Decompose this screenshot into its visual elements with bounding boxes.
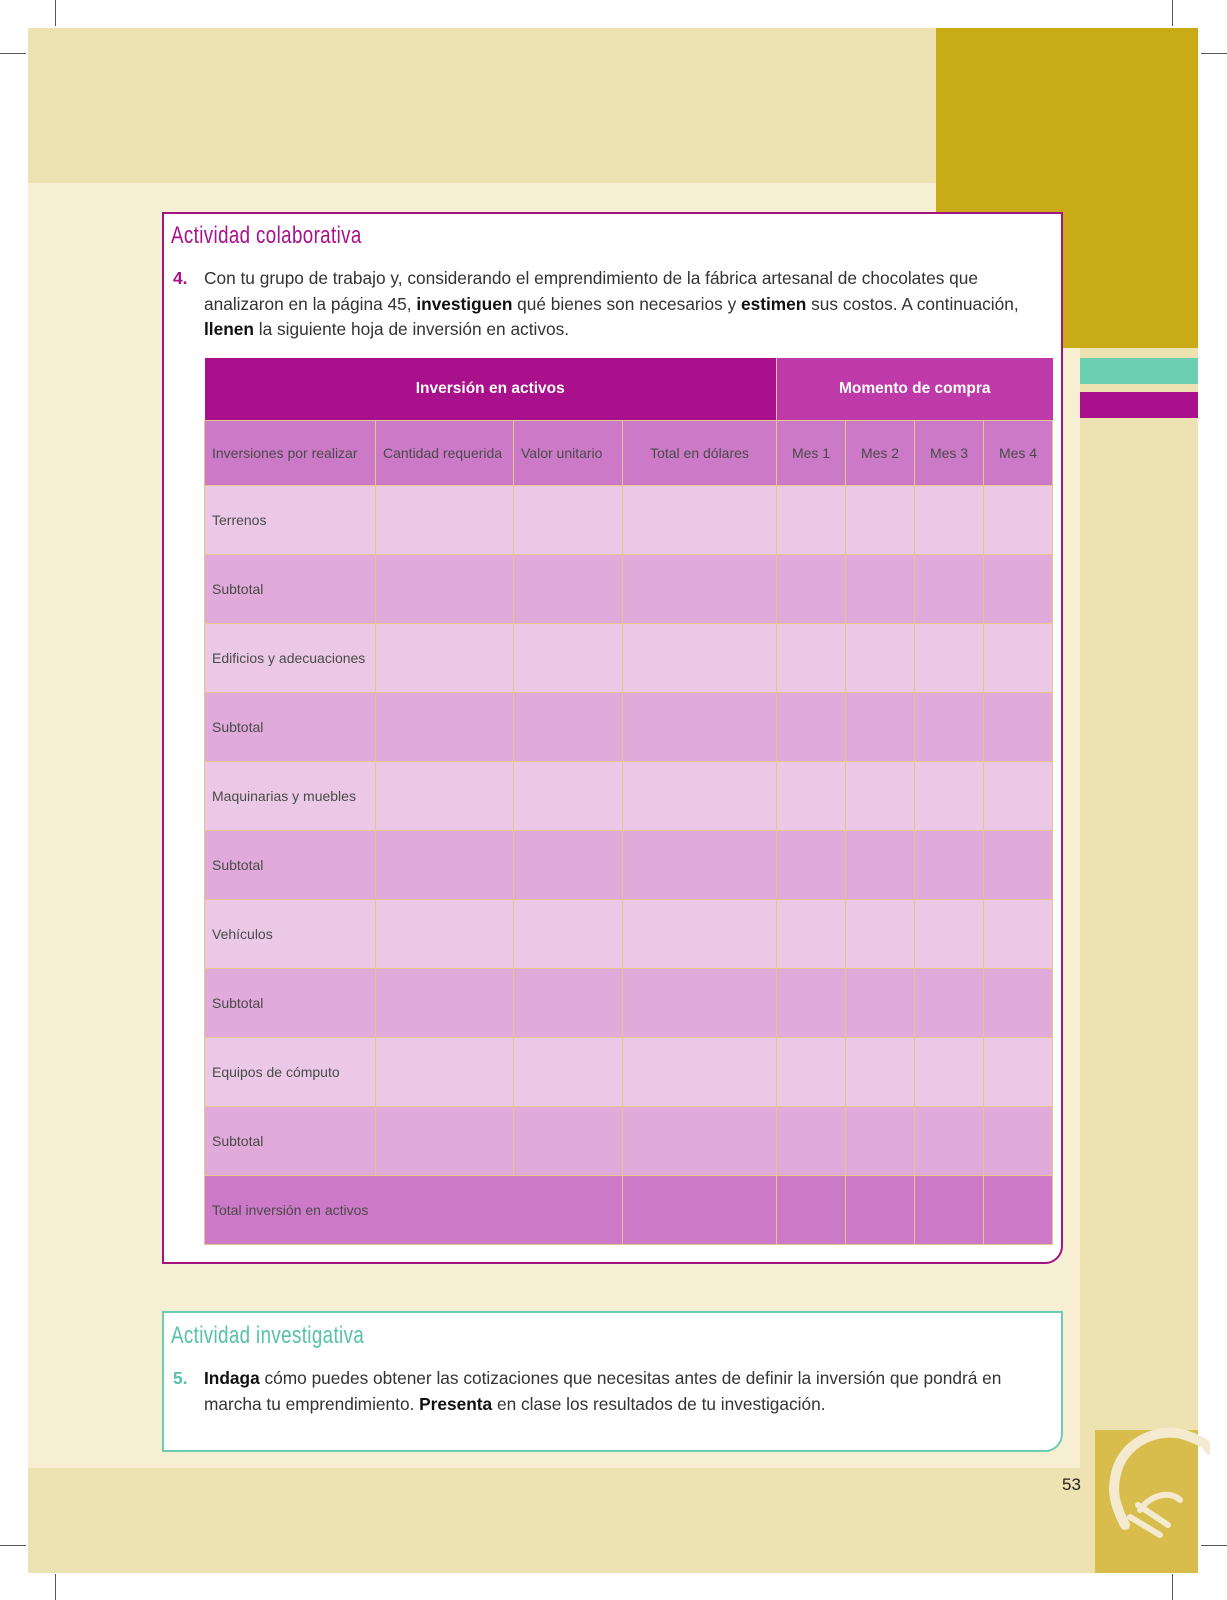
table-row [205,1107,1053,1176]
blank-cell[interactable] [376,1038,514,1107]
blank-cell[interactable] [846,900,915,969]
blank-cell[interactable] [846,1038,915,1107]
blank-cell[interactable] [777,1176,846,1245]
blank-cell[interactable] [777,762,846,831]
blank-cell[interactable] [514,762,623,831]
blank-cell[interactable] [915,693,984,762]
blank-cell[interactable] [915,1107,984,1176]
blank-cell[interactable] [514,1038,623,1107]
collaborative-activity-title: Actividad colaborativa [171,222,362,249]
row-label: Subtotal [205,1107,376,1176]
blank-cell[interactable] [846,555,915,624]
table-row [205,762,1053,831]
row-label: Subtotal [205,831,376,900]
blank-cell[interactable] [376,486,514,555]
blank-cell[interactable] [984,1038,1053,1107]
blank-cell[interactable] [514,1107,623,1176]
blank-cell[interactable] [623,1038,777,1107]
table-group-header-row [205,358,1053,421]
blank-cell[interactable] [777,1038,846,1107]
blank-cell[interactable] [623,900,777,969]
blank-cell[interactable] [777,900,846,969]
blank-cell[interactable] [376,762,514,831]
blank-cell[interactable] [514,693,623,762]
blank-cell[interactable] [915,762,984,831]
blank-cell[interactable] [777,555,846,624]
table-total-row [205,1176,1053,1245]
crop-mark [0,53,26,54]
blank-cell[interactable] [777,624,846,693]
row-label: Edificios y adecuaciones [205,624,376,693]
blank-cell[interactable] [777,693,846,762]
blank-cell[interactable] [623,624,777,693]
blank-cell[interactable] [984,693,1053,762]
blank-cell[interactable] [846,693,915,762]
row-label: Subtotal [205,969,376,1038]
item-text: Indaga cómo puedes obtener las cotizaciones que necesitas antes de definir la inversión que pondrá en marcha tu emprendimiento. Presenta en clase los resultados de tu investigación. [204,1368,1002,1414]
total-row-label: Total inversión en activos [205,1176,623,1245]
blank-cell[interactable] [846,969,915,1038]
item-number: 4. [173,268,188,288]
lightbulb-icon [1100,1405,1210,1545]
row-label: Terrenos [205,486,376,555]
blank-cell[interactable] [514,555,623,624]
table-column-header-row [205,421,1053,486]
blank-cell[interactable] [846,762,915,831]
research-activity-title: Actividad investigativa [171,1322,365,1349]
blank-cell[interactable] [984,624,1053,693]
column-header: Valor unitario [514,421,623,486]
crop-mark [1172,1574,1173,1600]
crop-mark [1201,53,1227,54]
crop-mark [1172,0,1173,26]
blank-cell[interactable] [376,1107,514,1176]
column-header: Mes 1 [777,421,846,486]
blank-cell[interactable] [984,969,1053,1038]
table-row [205,969,1053,1038]
table-row [205,693,1053,762]
blank-cell[interactable] [984,900,1053,969]
column-header: Mes 3 [915,421,984,486]
row-label: Subtotal [205,693,376,762]
blank-cell[interactable] [623,969,777,1038]
blank-cell[interactable] [984,555,1053,624]
blank-cell[interactable] [623,762,777,831]
blank-cell[interactable] [915,624,984,693]
blank-cell[interactable] [376,831,514,900]
blank-cell[interactable] [846,831,915,900]
blank-cell[interactable] [623,693,777,762]
blank-cell[interactable] [777,486,846,555]
blank-cell[interactable] [915,969,984,1038]
blank-cell[interactable] [984,1107,1053,1176]
blank-cell[interactable] [623,486,777,555]
blank-cell[interactable] [915,900,984,969]
blank-cell[interactable] [376,555,514,624]
blank-cell[interactable] [623,831,777,900]
row-label: Equipos de cómputo [205,1038,376,1107]
blank-cell[interactable] [984,831,1053,900]
page-number: 53 [1062,1475,1081,1494]
blank-cell[interactable] [376,900,514,969]
blank-cell[interactable] [777,1107,846,1176]
blank-cell[interactable] [984,486,1053,555]
blank-cell[interactable] [846,1107,915,1176]
column-header: Total en dólares [623,421,777,486]
blank-cell[interactable] [846,624,915,693]
row-label: Vehículos [205,900,376,969]
blank-cell[interactable] [623,1107,777,1176]
blank-cell[interactable] [514,486,623,555]
item-text: Con tu grupo de trabajo y, considerando el emprendimiento de la fábrica artesanal de chocolates que analizaron en la página 45, investiguen qué bienes son necesarios y estimen sus costos. A continuación, llenen la siguiente hoja de inversión en activos. [204,268,1019,339]
group-header-purchase-timing: Momento de compra [777,358,1053,421]
crop-mark [1201,1545,1227,1546]
blank-cell[interactable] [514,900,623,969]
blank-cell[interactable] [376,624,514,693]
blank-cell[interactable] [514,831,623,900]
table-row [205,831,1053,900]
blank-cell[interactable] [514,969,623,1038]
blank-cell[interactable] [915,831,984,900]
blank-cell[interactable] [846,486,915,555]
table-row [205,900,1053,969]
investment-table [204,358,1053,1245]
blank-cell[interactable] [915,486,984,555]
blank-cell[interactable] [514,624,623,693]
blank-cell[interactable] [915,555,984,624]
blank-cell[interactable] [623,1176,777,1245]
blank-cell[interactable] [984,1176,1053,1245]
table-row [205,1038,1053,1107]
magenta-accent-strip [1080,392,1198,418]
group-header-investment: Inversión en activos [205,358,777,421]
page-band-bottom [28,1468,1198,1573]
column-header: Cantidad requerida [376,421,514,486]
blank-cell[interactable] [376,693,514,762]
blank-cell[interactable] [623,555,777,624]
column-header: Mes 4 [984,421,1053,486]
row-label: Subtotal [205,555,376,624]
blank-cell[interactable] [915,1176,984,1245]
column-header: Inversiones por realizar [205,421,376,486]
table-row [205,486,1053,555]
blank-cell[interactable] [376,969,514,1038]
column-header: Mes 2 [846,421,915,486]
table-row [205,555,1053,624]
crop-mark [55,1574,56,1600]
teal-accent-strip [1080,358,1198,384]
blank-cell[interactable] [777,831,846,900]
crop-mark [55,0,56,26]
blank-cell[interactable] [915,1038,984,1107]
crop-mark [0,1545,26,1546]
row-label: Maquinarias y muebles [205,762,376,831]
item-number: 5. [173,1368,188,1388]
blank-cell[interactable] [777,969,846,1038]
blank-cell[interactable] [984,762,1053,831]
blank-cell[interactable] [846,1176,915,1245]
table-row [205,624,1053,693]
